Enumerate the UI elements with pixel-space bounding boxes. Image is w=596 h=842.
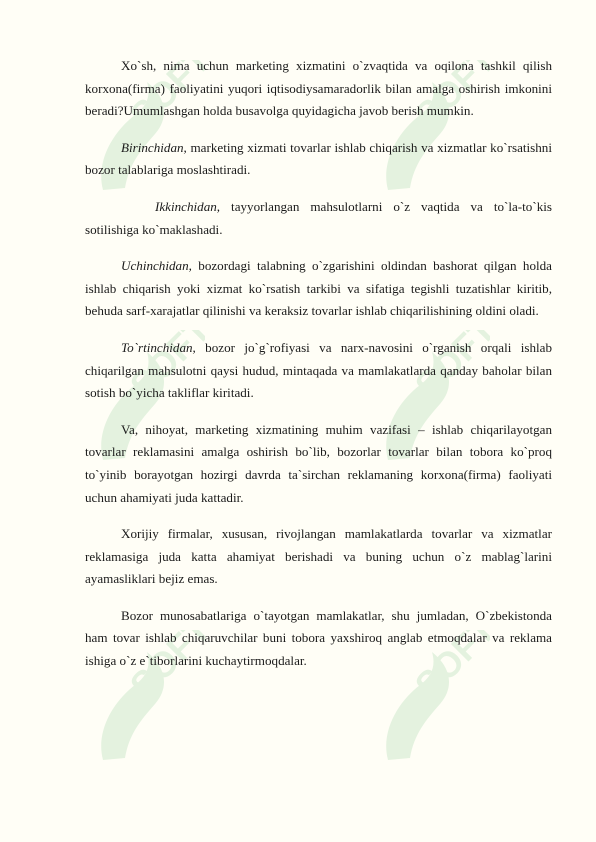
paragraph-xorijiy: [85, 523, 552, 591]
paragraph-lead: Birinchidan,: [121, 139, 187, 155]
paragraph-nihoyat: [85, 419, 552, 509]
paragraph-birinchidan: [85, 137, 552, 182]
paragraph-lead: Uchinchidan,: [121, 258, 192, 274]
paragraph-lead: To`rtinchidan,: [121, 339, 196, 355]
paragraph-text: Bozor munosabatlariga o`tayotgan mamlakatlar, shu jumladan, O`zbekistonda ham tovar ishlab chiqaruvchilar buni tobora yaxshiroq anglab etmoqdalar va reklama ishiga o`z e`tiborlarini kuchaytirmoqdalar.: [85, 607, 552, 669]
paragraph-lead: Ikkinchidan,: [155, 198, 221, 214]
paragraph-text: Xorijiy firmalar, xususan, rivojlangan mamlakatlarda tovarlar va xizmatlar reklamasiga juda katta ahamiyat berishadi va buning uchun o`z mablag`larini ayamasliklari bejiz emas.: [85, 526, 552, 587]
svg-text:SOFT: SOFT: [121, 60, 205, 136]
paragraph-text: marketing xizmati tovarlar ishlab chiqarish va xizmatlar ko`rsatishni bozor talablariga moslashtiradi.: [85, 139, 552, 178]
paragraph-text: tayyorlangan mahsulotlarni o`z vaqtida va to`la-to`kis sotilishiga ko`maklashadi.: [85, 198, 552, 237]
document-body: [85, 55, 552, 673]
paragraph-text: Xo`sh, nima uchun marketing xizmatini o`zvaqtida va oqilona tashkil qilish korxona(firma) faoliyatini yuqori iqtisodiysamaradorlik bilan amalga oshirish imkonini beradi?Umumlashgan holda busavolga quyidagicha javob berish mumkin.: [85, 58, 552, 119]
svg-text:SOFT: SOFT: [121, 630, 205, 706]
svg-text:SOFT: SOFT: [406, 330, 490, 406]
paragraph-bozor: [85, 605, 552, 673]
paragraph-ikkinchidan: [85, 196, 552, 241]
paragraph-intro: [85, 55, 552, 123]
paragraph-text: bozor jo`g`rofiyasi va narx-navosini o`rganish orqali ishlab chiqarilgan mahsulotni qaysi hudud, mintaqada va mamlakatlarda qanday baholar bilan sotish bo`yicha takliflar kiritadi.: [85, 339, 552, 401]
svg-text:SOFT: SOFT: [121, 330, 205, 406]
paragraph-uchinchidan: [85, 255, 552, 323]
svg-text:SOFT: SOFT: [406, 60, 490, 136]
paragraph-text: Va, nihoyat, marketing xizmatining muhim vazifasi – ishlab chiqarilayotgan tovarlar reklamasini amalga oshirish bo`lib, bozorlar tovarlar bilan tobora ko`proq to`yinib borayotgan hozirgi davrda ta`sirchan reklamaning korxona(firma) faoliyati uchun ahamiyati juda kattadir.: [85, 421, 552, 505]
paragraph-tortinchidan: [85, 337, 552, 405]
paragraph-text: bozordagi talabning o`zgarishini oldindan bashorat qilgan holda ishlab chiqarish yoki xizmat ko`rsatish tarkibi va sifatiga tegishli tuzatishlar kiritib, behuda sarf-xarajatlar qilinishi va keraksiz tovarlar ishlab chiqarilishining oldini oladi.: [85, 258, 552, 319]
svg-text:SOFT: SOFT: [406, 630, 490, 706]
